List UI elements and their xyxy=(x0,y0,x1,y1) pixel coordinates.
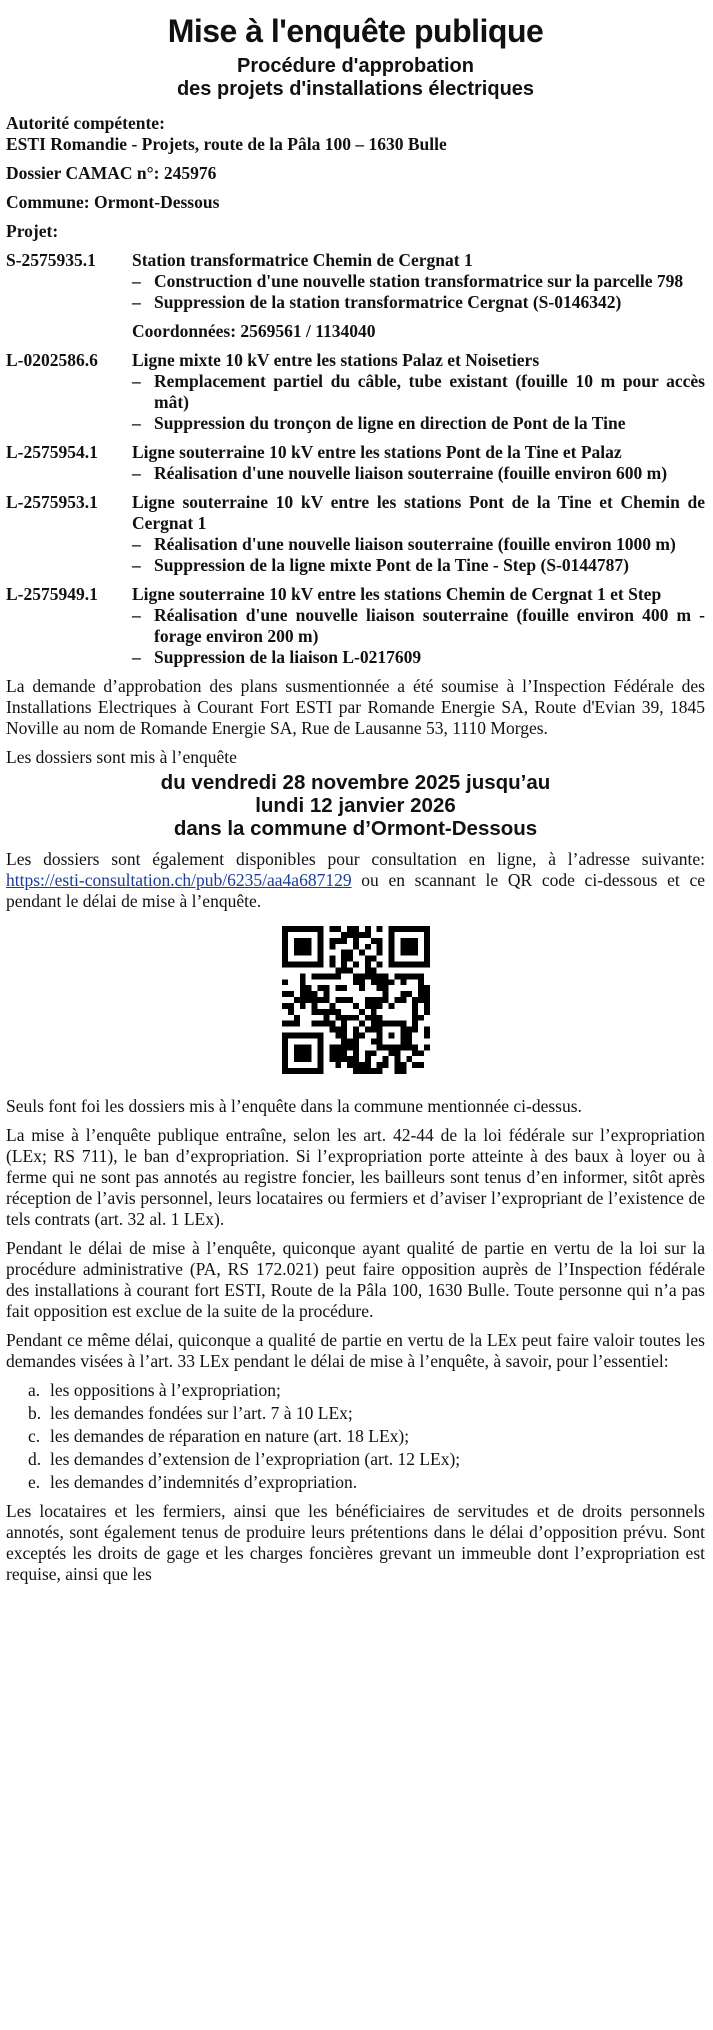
page-title: Mise à l'enquête publique xyxy=(167,13,544,49)
project-item-text: Remplacement partiel du câble, tube existant (fouille 10 m pour accès mât) xyxy=(154,371,705,413)
project-item-text: Réalisation d'une nouvelle liaison souterraine (fouille environ 600 m) xyxy=(154,463,668,484)
project-item xyxy=(6,555,705,576)
dates-line: dans la commune d’Ormont-Dessous xyxy=(173,817,538,841)
online-text: ou en scannant le QR code ci-dessous et ce pendant le délai de mise à l’enquête. xyxy=(6,870,705,912)
project-item-text: Réalisation d'une nouvelle liaison souterraine (fouille environ 1000 m) xyxy=(154,534,676,555)
project-code: L-2575953.1 xyxy=(6,492,98,513)
project-code: S-2575935.1 xyxy=(6,250,96,271)
project-items xyxy=(6,463,705,484)
dash-bullet: – xyxy=(132,371,141,392)
tenants-paragraph: Les locataires et les fermiers, ainsi que les bénéficiaires de servitudes et de droits personnels annotés, sont également tenus de produire leurs prétentions dans le délai d’opposition prévu. Sont exceptés les droits de gage et les charges foncières grevant un immeuble dont l’expropriation est requise, ainsi que les xyxy=(6,1501,705,1585)
project-item xyxy=(6,413,705,434)
authority-block xyxy=(6,113,705,155)
project-label: Projet: xyxy=(6,221,59,242)
demand-item xyxy=(6,1472,705,1493)
dash-bullet: – xyxy=(132,463,141,484)
project-items xyxy=(6,605,705,668)
project-block xyxy=(6,350,705,434)
project-item-text: Suppression de la liaison L-0217609 xyxy=(154,647,422,668)
qr-code-area xyxy=(6,926,705,1074)
online-text: Les dossiers sont également disponibles pour consultation en ligne, à l’adresse suivante: xyxy=(6,849,705,870)
subtitle-line: des projets d'installations électriques xyxy=(176,78,535,101)
demand-letter: a. xyxy=(28,1380,41,1401)
demand-item xyxy=(6,1426,705,1447)
dash-bullet: – xyxy=(132,555,141,576)
online-paragraph xyxy=(6,849,705,912)
project-name: Station transformatrice Chemin de Cergnat 1 xyxy=(132,250,473,271)
project-item xyxy=(6,647,705,668)
project-name: Ligne souterraine 10 kV entre les stations Chemin de Cergnat 1 et Step xyxy=(132,584,662,605)
project-item-text: Réalisation d'une nouvelle liaison souterraine (fouille environ 400 m - forage environ 200 m) xyxy=(154,605,705,647)
demand-item xyxy=(6,1403,705,1424)
dates-line: lundi 12 janvier 2026 xyxy=(255,794,456,818)
demand-text: les demandes d’indemnités d’expropriation. xyxy=(50,1472,358,1493)
qr-code-icon[interactable] xyxy=(282,926,430,1074)
demand-item xyxy=(6,1449,705,1470)
project-name: Ligne souterraine 10 kV entre les stations Pont de la Tine et Palaz xyxy=(132,442,622,463)
demand-text: les demandes de réparation en nature (art. 18 LEx); xyxy=(50,1426,410,1447)
demand-paragraph: La demande d’approbation des plans susmentionnée a été soumise à l’Inspection Fédérale des Installations Electriques à Courant Fort ESTI par Romande Energie SA, Route d'Evian 39, 1845 Noville au nom de Romande Energie SA, Rue de Lausanne 53, 1110 Morges. xyxy=(6,676,705,739)
demand-text: les demandes d’extension de l’expropriation (art. 12 LEx); xyxy=(50,1449,461,1470)
project-code: L-2575949.1 xyxy=(6,584,98,605)
dates-line: du vendredi 28 novembre 2025 jusqu’au xyxy=(160,771,551,795)
demand-item xyxy=(6,1380,705,1401)
project-item-text: Suppression de la ligne mixte Pont de la Tine - Step (S-0144787) xyxy=(154,555,629,576)
project-header xyxy=(6,584,705,605)
project-header xyxy=(6,442,705,463)
project-block xyxy=(6,442,705,484)
project-item-text: Suppression de la station transformatrice Cergnat (S-0146342) xyxy=(154,292,622,313)
commune: Commune: Ormont-Dessous xyxy=(6,192,220,213)
dash-bullet: – xyxy=(132,647,141,668)
opposition-paragraph: Pendant le délai de mise à l’enquête, quiconque ayant qualité de partie en vertu de la loi sur la procédure administrative (PA, RS 172.021) peut faire opposition auprès de l’Inspection fédérale des installations à courant fort ESTI, Route de la Pâla 100, 1630 Bulle. Toute personne qui n’a pas fait opposition est exclue de la suite de la procédure. xyxy=(6,1238,705,1322)
project-item-text: Construction d'une nouvelle station transformatrice sur la parcelle 798 xyxy=(154,271,684,292)
demands-list xyxy=(6,1380,705,1493)
project-code: L-2575954.1 xyxy=(6,442,98,463)
authority-value: ESTI Romandie - Projets, route de la Pâla 100 – 1630 Bulle xyxy=(6,134,447,155)
subtitle-line: Procédure d'approbation xyxy=(236,55,474,78)
project-item xyxy=(6,534,705,555)
project-header xyxy=(6,250,705,271)
demand-letter: b. xyxy=(28,1403,42,1424)
project-list xyxy=(6,250,705,668)
project-block xyxy=(6,250,705,342)
demand-text: les demandes fondées sur l’art. 7 à 10 LEx; xyxy=(50,1403,353,1424)
project-block xyxy=(6,492,705,576)
expropriation-paragraph: La mise à l’enquête publique entraîne, selon les art. 42-44 de la loi fédérale sur l’expropriation (LEx; RS 711), le ban d’expropriation. Si l’expropriation porte atteinte à des baux à loyer ou à ferme qui ne sont pas annotés au registre foncier, les bailleurs sont tenus d’en informer, sitôt après réception de l’avis personnel, leurs locataires ou fermiers et d’aviser l’expropriant de l’existence de tels contrats (art. 32 al. 1 LEx). xyxy=(6,1125,705,1230)
dash-bullet: – xyxy=(132,605,141,626)
enquiry-dates xyxy=(6,772,705,841)
dash-bullet: – xyxy=(132,534,141,555)
project-name: Ligne souterraine 10 kV entre les stations Pont de la Tine et Chemin de Cergnat 1 xyxy=(132,492,705,534)
authority-label: Autorité compétente: xyxy=(6,113,165,134)
demand-letter: c. xyxy=(28,1426,41,1447)
demand-letter: d. xyxy=(28,1449,42,1470)
project-items xyxy=(6,371,705,434)
project-block xyxy=(6,584,705,668)
project-header xyxy=(6,492,705,534)
dash-bullet: – xyxy=(132,271,141,292)
project-item xyxy=(6,463,705,484)
dossiers-intro: Les dossiers sont mis à l’enquête xyxy=(6,747,237,768)
dash-bullet: – xyxy=(132,292,141,313)
project-coordinates: Coordonnées: 2569561 / 1134040 xyxy=(132,321,376,342)
project-item xyxy=(6,371,705,413)
project-name: Ligne mixte 10 kV entre les stations Palaz et Noisetiers xyxy=(132,350,540,371)
project-header xyxy=(6,350,705,371)
project-item xyxy=(6,292,705,313)
project-item-text: Suppression du tronçon de ligne en direction de Pont de la Tine xyxy=(154,413,626,434)
dash-bullet: – xyxy=(132,413,141,434)
demands-intro: Pendant ce même délai, quiconque a qualité de partie en vertu de la LEx peut faire valoir toutes les demandes visées à l’art. 33 LEx pendant le délai de mise à l’enquête, à savoir, pour l’essentiel: xyxy=(6,1330,705,1372)
dossier-number: Dossier CAMAC n°: 245976 xyxy=(6,163,217,184)
demand-letter: e. xyxy=(28,1472,41,1493)
project-items xyxy=(6,271,705,313)
project-code: L-0202586.6 xyxy=(6,350,98,371)
only-valid-paragraph: Seuls font foi les dossiers mis à l’enquête dans la commune mentionnée ci-dessus. xyxy=(6,1096,582,1117)
consultation-link[interactable]: https://esti-consultation.ch/pub/6235/aa4a687129 xyxy=(6,870,352,891)
project-items xyxy=(6,534,705,576)
project-item xyxy=(6,271,705,292)
project-item xyxy=(6,605,705,647)
demand-text: les oppositions à l’expropriation; xyxy=(50,1380,281,1401)
page-subtitle xyxy=(6,55,705,101)
